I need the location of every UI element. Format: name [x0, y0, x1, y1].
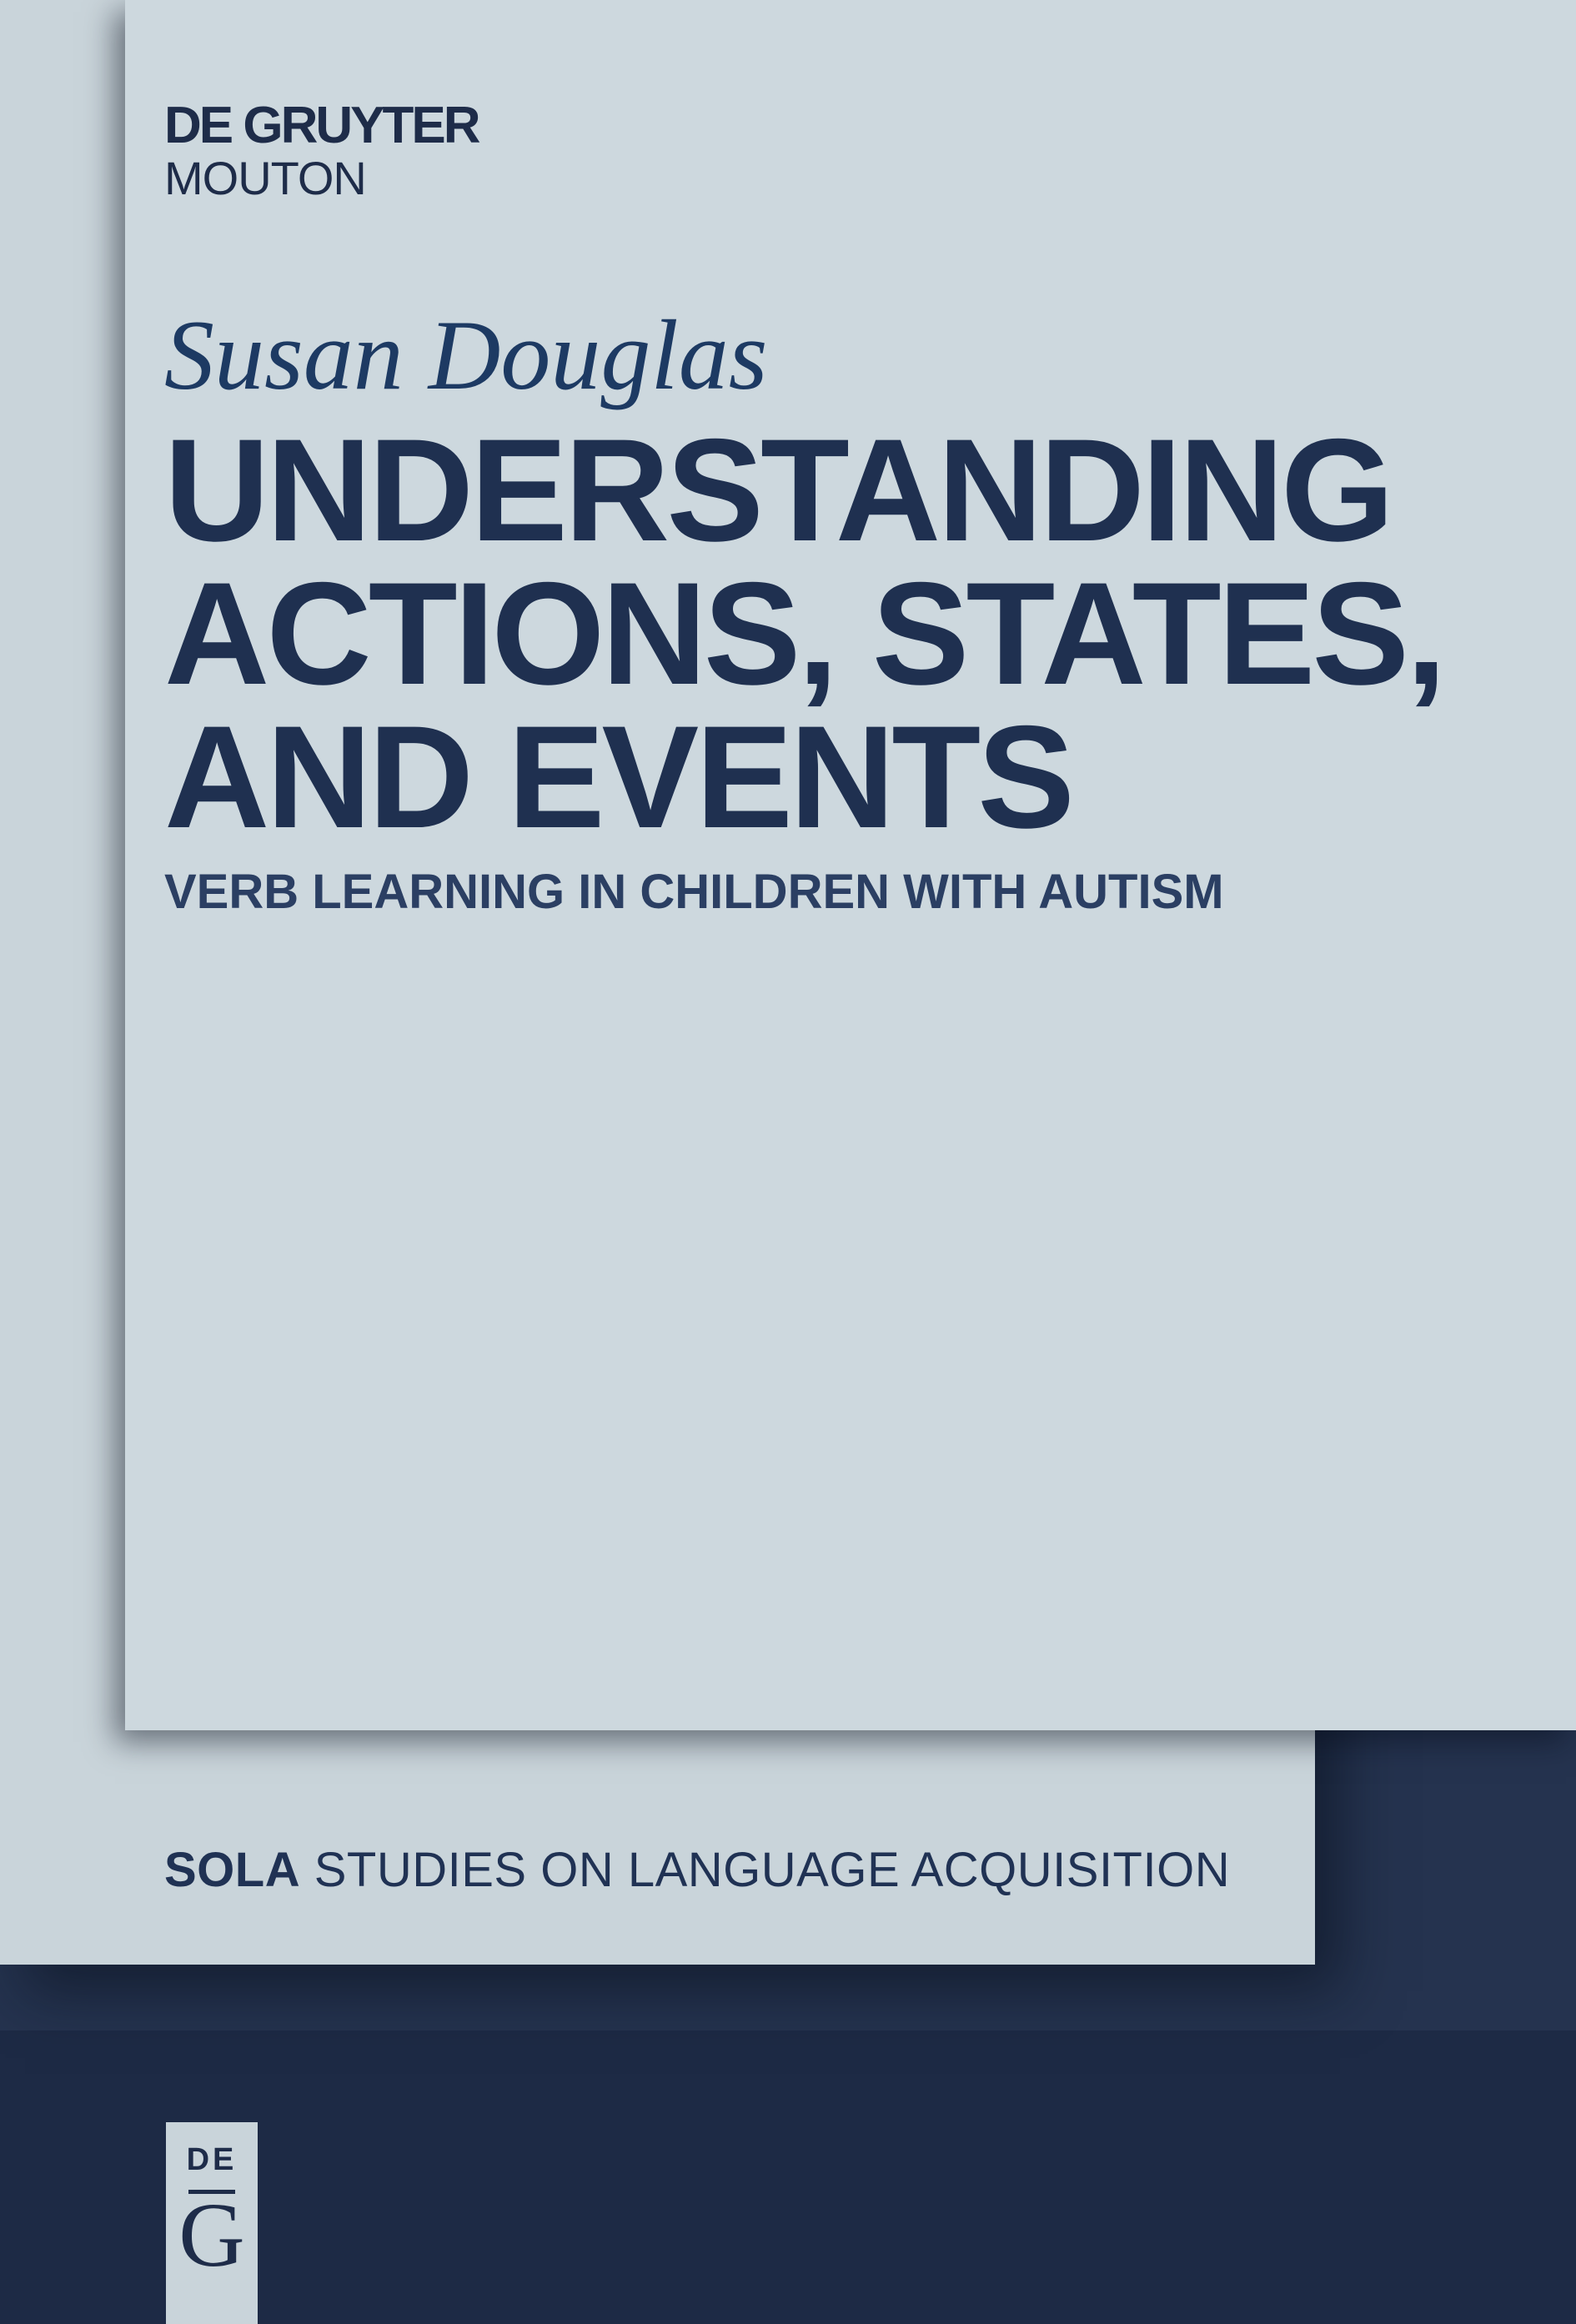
title-line-3: AND EVENTS	[164, 696, 1072, 859]
front-card	[125, 0, 1576, 1730]
title-line-1: UNDERSTANDING	[164, 409, 1392, 572]
publisher-imprint: MOUTON	[164, 152, 366, 204]
mark-g-letter: G	[178, 2184, 245, 2286]
publisher-name: DE GRUYTER	[164, 97, 479, 154]
title-line-2: ACTIONS, STATES,	[164, 553, 1443, 715]
book-title	[164, 409, 1443, 859]
author-name: Susan Douglas	[164, 299, 768, 410]
series-abbreviation: SOLA	[164, 1843, 301, 1897]
publisher-logo	[164, 97, 479, 204]
series-name: STUDIES ON LANGUAGE ACQUISITION	[300, 1843, 1231, 1897]
mark-de-letters: DE	[186, 2142, 238, 2177]
publisher-mark	[166, 2122, 258, 2324]
book-subtitle: VERB LEARNING IN CHILDREN WITH AUTISM	[164, 865, 1224, 919]
series-band	[164, 1843, 1231, 1897]
